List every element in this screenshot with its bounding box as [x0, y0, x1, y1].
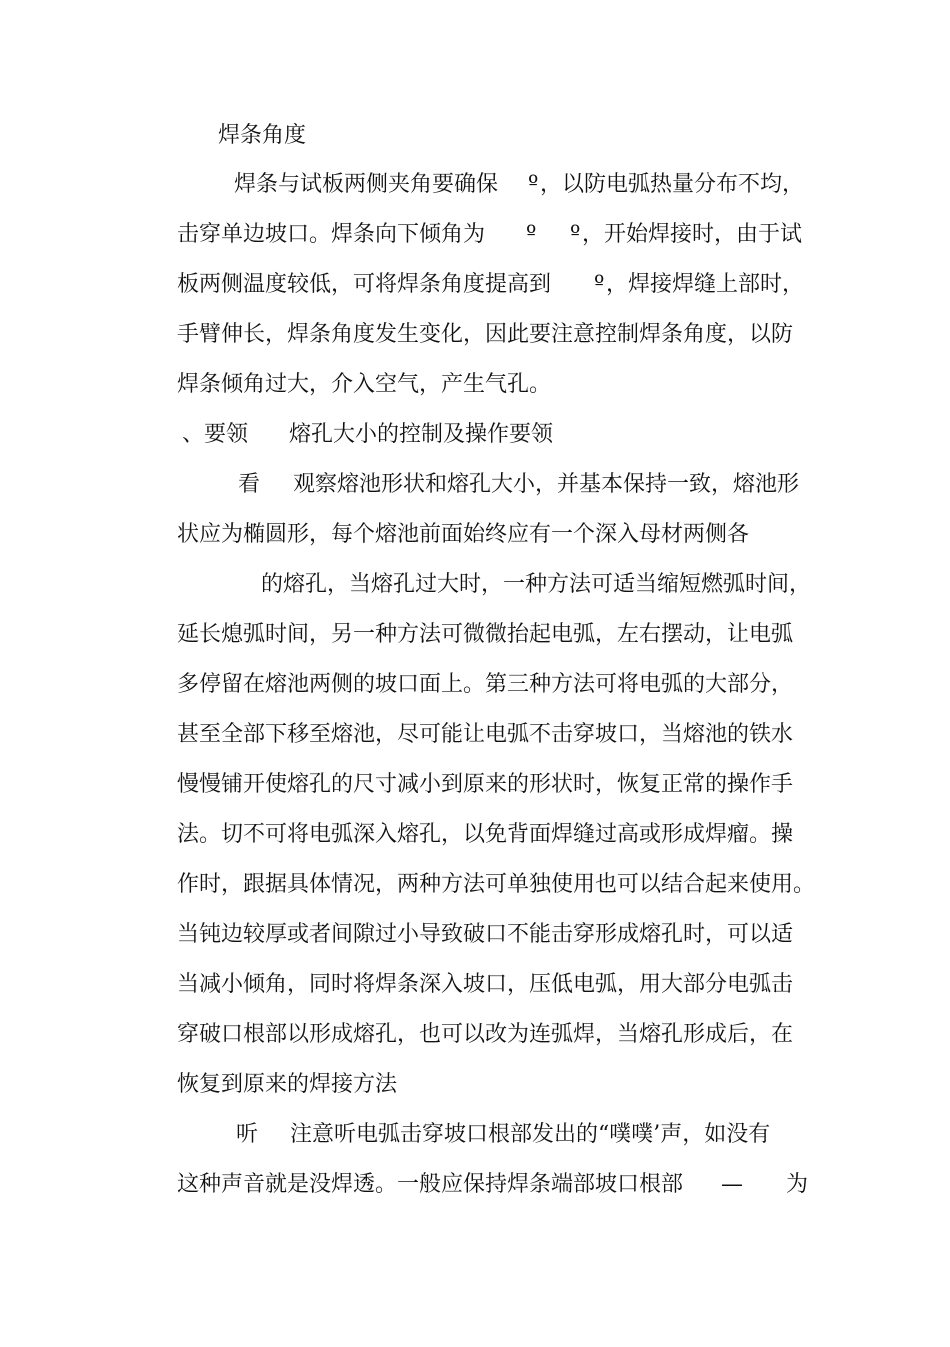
text-segment: ，焊接焊缝上部时， — [606, 272, 805, 297]
paragraph-line — [0, 1117, 950, 1153]
text-segment: 延长熄弧时间，另一种方法可微微抬起电弧，左右摆动，让电弧 — [177, 622, 794, 647]
text-segment: 多停留在熔池两侧的坡口面上。第三种方法可将电弧的大部分， — [177, 672, 794, 697]
paragraph-line — [0, 1017, 950, 1053]
paragraph-line — [0, 1067, 950, 1103]
paragraph-line — [0, 717, 950, 753]
text-segment: 击穿单边坡口。焊条向下倾角为 — [177, 222, 486, 247]
text-segment: 焊条与试板两侧夹角要确保 — [234, 172, 499, 197]
heading-text: 熔孔大小的控制及操作要领 — [289, 422, 554, 447]
text-segment: ，开始焊接时，由于试 — [582, 222, 803, 247]
degree-symbol: º — [528, 172, 539, 197]
paragraph-line — [0, 167, 950, 203]
text-segment: 作时，跟据具体情况，两种方法可单独使用也可以结合起来使用。 — [177, 872, 816, 897]
paragraph-line — [0, 917, 950, 953]
text-segment: 手臂伸长，焊条角度发生变化，因此要注意控制焊条角度，以防 — [177, 322, 794, 347]
text-segment: 慢慢铺开使熔孔的尺寸减小到原来的形状时，恢复正常的操作手 — [177, 772, 794, 797]
text-segment: 状应为椭圆形，每个熔池前面始终应有一个深入母材两侧各 — [177, 522, 750, 547]
paragraph-line — [0, 667, 950, 703]
look-label: 看 — [238, 472, 261, 497]
paragraph-line — [0, 1167, 950, 1203]
text-segment: 板两侧温度较低，可将焊条角度提高到 — [177, 272, 552, 297]
paragraph-line — [0, 617, 950, 653]
paragraph-line — [0, 767, 950, 803]
paragraph-line — [0, 367, 950, 403]
text-segment: 注意听电弧击穿坡口根部发出的“噗噗’声，如没有 — [290, 1122, 771, 1147]
text-segment: 当钝边较厚或者间隙过小导致破口不能击穿形成熔孔时，可以适 — [177, 922, 794, 947]
text-segment: 这种声音就是没焊透。一般应保持焊条端部坡口根部 — [177, 1172, 684, 1197]
text-segment: 焊条倾角过大，介入空气，产生气孔。 — [177, 372, 552, 397]
paragraph-line — [0, 467, 950, 503]
paragraph-line — [0, 517, 950, 553]
listen-label: 听 — [236, 1122, 259, 1147]
degree-symbol: º — [594, 272, 605, 297]
paragraph-line — [0, 217, 950, 253]
text-segment: ，以防电弧热量分布不均， — [540, 172, 805, 197]
text-segment: 观察熔池形状和熔孔大小，并基本保持一致，熔池形 — [293, 472, 800, 497]
text-segment: 当减小倾角，同时将焊条深入坡口，压低电弧，用大部分电弧击 — [177, 972, 794, 997]
degree-symbol: º — [526, 222, 537, 247]
heading-prefix: 、要领 — [182, 422, 249, 447]
section-heading-electrode-angle — [0, 118, 950, 154]
text-segment: 为 — [786, 1172, 809, 1197]
text-segment: 的熔孔，当熔孔过大时，一种方法可适当缩短燃弧时间， — [261, 572, 812, 597]
paragraph-line — [0, 817, 950, 853]
paragraph-line — [0, 567, 950, 603]
degree-symbol: º — [570, 222, 581, 247]
paragraph-line — [0, 967, 950, 1003]
text-segment: 法。切不可将电弧深入熔孔，以免背面焊缝过高或形成焊瘤。操 — [177, 822, 794, 847]
dash-symbol: — — [721, 1172, 743, 1197]
heading-text: 焊条角度 — [218, 123, 307, 148]
text-segment: 恢复到原来的焊接方法 — [177, 1072, 398, 1097]
text-segment: 穿破口根部以形成熔孔，也可以改为连弧焊，当熔孔形成后，在 — [177, 1022, 794, 1047]
paragraph-line — [0, 267, 950, 303]
text-segment: 甚至全部下移至熔池，尽可能让电弧不击穿坡口，当熔池的铁水 — [177, 722, 794, 747]
paragraph-line — [0, 317, 950, 353]
paragraph-line — [0, 867, 950, 903]
section-heading-keyhole-control — [0, 417, 950, 453]
